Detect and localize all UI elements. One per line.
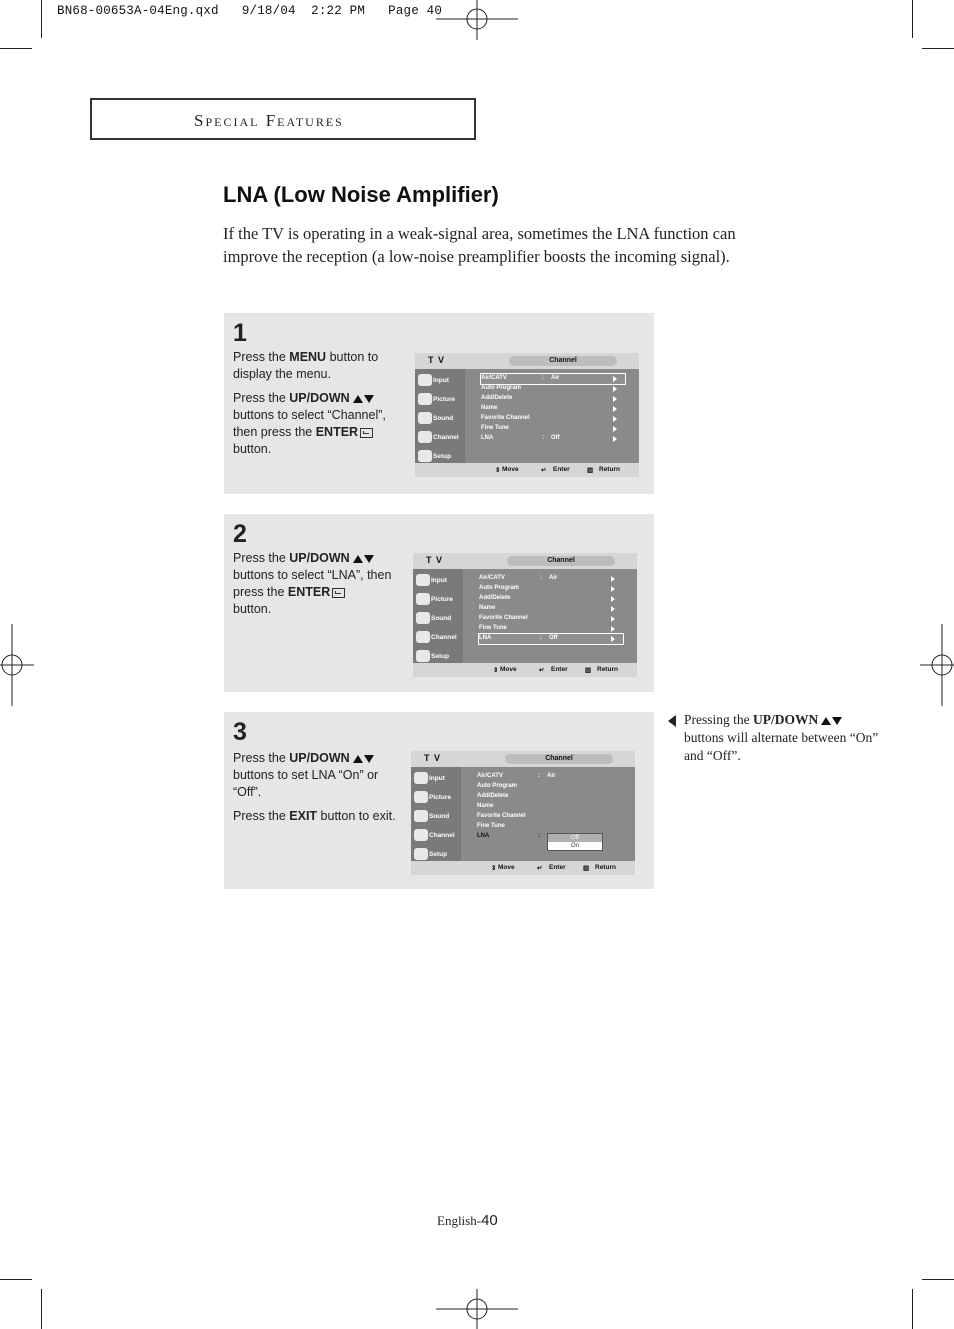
setup-icon bbox=[416, 650, 430, 662]
row-value: Off bbox=[551, 435, 560, 441]
text: Press the bbox=[233, 751, 290, 765]
tv-side-picture bbox=[413, 590, 463, 608]
page-footer bbox=[437, 1212, 498, 1229]
crop-mark bbox=[41, 1289, 42, 1329]
section-title: Special Features bbox=[194, 111, 344, 130]
row-colon: : bbox=[538, 833, 540, 839]
text: buttons will alternate between “On” and “Off”. bbox=[684, 730, 879, 763]
move-icon: ⇕ bbox=[493, 667, 499, 674]
row-colon: : bbox=[540, 635, 542, 641]
tv-row-favorite bbox=[477, 812, 621, 822]
tv-row-auto-program bbox=[481, 384, 625, 394]
text: buttons to select “LNA”, then press the bbox=[233, 568, 392, 599]
updown-key-label: UP/DOWN bbox=[289, 751, 350, 765]
row-name: Favorite Channel bbox=[477, 813, 526, 819]
channel-icon bbox=[414, 829, 428, 841]
side-note bbox=[684, 711, 884, 765]
return-icon: ▥ bbox=[585, 667, 592, 674]
label: Picture bbox=[429, 794, 452, 801]
row-colon: : bbox=[542, 435, 544, 441]
text: button to exit. bbox=[317, 809, 396, 823]
tv-side-input bbox=[415, 371, 465, 389]
footer-enter: Enter bbox=[551, 666, 568, 673]
up-arrow-icon bbox=[353, 555, 363, 563]
tv-row-favorite bbox=[481, 414, 625, 424]
text: button. bbox=[233, 602, 272, 616]
picture-icon bbox=[416, 593, 430, 605]
down-arrow-icon bbox=[364, 755, 374, 763]
tv-header bbox=[415, 353, 639, 369]
row-name: Fine Tune bbox=[479, 625, 507, 631]
return-icon: ▥ bbox=[587, 467, 594, 474]
tv-row-aircatv bbox=[479, 574, 623, 584]
tv-footer bbox=[411, 861, 635, 875]
page-number: 40 bbox=[481, 1212, 498, 1229]
tv-menu-screen bbox=[411, 751, 635, 875]
crop-mark bbox=[912, 0, 913, 38]
label: Setup bbox=[429, 851, 448, 858]
step-paragraph bbox=[233, 550, 405, 618]
right-arrow-icon bbox=[611, 586, 615, 592]
down-arrow-icon bbox=[364, 555, 374, 563]
lna-option-popup bbox=[547, 833, 603, 851]
right-arrow-icon bbox=[611, 596, 615, 602]
text: Pressing the bbox=[684, 712, 753, 727]
registration-mark-top bbox=[436, 0, 518, 40]
step-number: 2 bbox=[233, 520, 247, 548]
tv-side-picture bbox=[415, 390, 465, 408]
setup-icon bbox=[414, 848, 428, 860]
move-icon: ⇕ bbox=[495, 467, 501, 474]
row-name: Name bbox=[477, 803, 494, 809]
label: Input bbox=[429, 775, 445, 782]
step-3-panel bbox=[224, 712, 654, 889]
input-icon bbox=[418, 374, 432, 386]
tv-row-add-delete bbox=[477, 792, 621, 802]
tv-side-channel bbox=[415, 428, 465, 446]
registration-mark-right bbox=[920, 624, 954, 706]
step-2-panel bbox=[224, 514, 654, 692]
right-arrow-icon bbox=[611, 636, 615, 642]
updown-key-label: UP/DOWN bbox=[753, 712, 819, 727]
tv-row-auto-program bbox=[477, 782, 621, 792]
tv-row-name bbox=[481, 404, 625, 414]
up-arrow-icon bbox=[821, 717, 831, 725]
crop-mark bbox=[0, 1279, 32, 1280]
label: Channel bbox=[431, 634, 457, 641]
enter-icon: ↵ bbox=[537, 865, 543, 872]
text: Press the bbox=[233, 809, 290, 823]
step-instructions bbox=[233, 349, 405, 465]
row-value: Air bbox=[547, 773, 556, 779]
updown-key-label: UP/DOWN bbox=[289, 551, 350, 565]
step-instructions bbox=[233, 750, 405, 832]
tv-menu-screen bbox=[415, 353, 639, 477]
tv-row-lna bbox=[481, 434, 625, 444]
sound-icon bbox=[416, 612, 430, 624]
registration-mark-bottom bbox=[436, 1289, 518, 1329]
text: buttons to set LNA “On” or “Off”. bbox=[233, 768, 379, 799]
right-arrow-icon bbox=[613, 376, 617, 382]
picture-icon bbox=[418, 393, 432, 405]
crop-mark bbox=[922, 1279, 954, 1280]
footer-move: Move bbox=[500, 666, 517, 673]
move-icon: ⇕ bbox=[491, 865, 497, 872]
channel-icon bbox=[418, 431, 432, 443]
footer-return: Return bbox=[597, 666, 618, 673]
tv-side-sound bbox=[415, 409, 465, 427]
label: Picture bbox=[431, 596, 454, 603]
tv-sidebar bbox=[413, 569, 463, 663]
right-arrow-icon bbox=[613, 386, 617, 392]
row-name: Favorite Channel bbox=[481, 415, 530, 421]
label: Input bbox=[431, 577, 447, 584]
row-name: Add/Delete bbox=[479, 595, 511, 601]
crop-mark bbox=[0, 48, 32, 49]
text: Press the bbox=[233, 391, 290, 405]
right-arrow-icon bbox=[611, 626, 615, 632]
tv-side-channel bbox=[411, 826, 461, 844]
right-arrow-icon bbox=[613, 416, 617, 422]
tv-side-picture bbox=[411, 788, 461, 806]
right-arrow-icon bbox=[613, 406, 617, 412]
text: button. bbox=[233, 442, 272, 456]
step-paragraph bbox=[233, 349, 405, 383]
row-value: Air bbox=[551, 375, 560, 381]
crop-mark bbox=[41, 0, 42, 38]
footer-return: Return bbox=[599, 466, 620, 473]
row-name: Add/Delete bbox=[481, 395, 513, 401]
text: Press the bbox=[233, 551, 290, 565]
tv-footer bbox=[413, 663, 637, 677]
tv-sidebar bbox=[415, 369, 465, 463]
row-colon: : bbox=[538, 773, 540, 779]
exit-key-label: EXIT bbox=[289, 809, 318, 823]
tv-channel-tab: Channel bbox=[507, 556, 615, 566]
label: Picture bbox=[433, 396, 456, 403]
enter-icon: ↵ bbox=[541, 467, 547, 474]
tv-label: T V bbox=[424, 753, 442, 763]
footer-label: English- bbox=[437, 1213, 482, 1228]
step-paragraph bbox=[233, 750, 405, 801]
row-name: Add/Delete bbox=[477, 793, 509, 799]
tv-row-name bbox=[479, 604, 623, 614]
tv-row-favorite bbox=[479, 614, 623, 624]
right-arrow-icon bbox=[611, 606, 615, 612]
right-arrow-icon bbox=[613, 436, 617, 442]
label: Sound bbox=[433, 415, 454, 422]
tv-row-fine-tune bbox=[477, 822, 621, 832]
tv-row-aircatv bbox=[481, 374, 625, 384]
tv-row-add-delete bbox=[481, 394, 625, 404]
tv-row-name bbox=[477, 802, 621, 812]
tv-footer bbox=[415, 463, 639, 477]
option-on: On bbox=[570, 843, 579, 849]
setup-icon bbox=[418, 450, 432, 462]
tv-header bbox=[411, 751, 635, 767]
right-arrow-icon bbox=[611, 616, 615, 622]
tv-sidebar bbox=[411, 767, 461, 861]
tv-label: T V bbox=[426, 555, 444, 565]
right-arrow-icon bbox=[613, 396, 617, 402]
down-arrow-icon bbox=[364, 395, 374, 403]
text: Press the bbox=[233, 350, 290, 364]
option-off: Off bbox=[548, 834, 602, 842]
right-arrow-icon bbox=[611, 576, 615, 582]
enter-icon bbox=[332, 588, 345, 598]
tv-row-fine-tune bbox=[479, 624, 623, 634]
row-name: Favorite Channel bbox=[479, 615, 528, 621]
tv-channel-tab: Channel bbox=[505, 754, 613, 764]
footer-move: Move bbox=[498, 864, 515, 871]
section-header bbox=[90, 98, 476, 140]
tv-side-channel bbox=[413, 628, 463, 646]
tv-row-add-delete bbox=[479, 594, 623, 604]
row-colon: : bbox=[540, 575, 542, 581]
up-arrow-icon bbox=[353, 755, 363, 763]
enter-key-label: ENTER bbox=[287, 585, 331, 599]
page-title: LNA (Low Noise Amplifier) bbox=[223, 182, 499, 207]
row-name: Air/CATV bbox=[477, 773, 503, 779]
note-pointer-icon bbox=[668, 715, 676, 727]
print-slug: BN68-00653A-04Eng.qxd 9/18/04 2:22 PM Page 40 bbox=[57, 4, 443, 18]
label: Input bbox=[433, 377, 449, 384]
tv-side-sound bbox=[413, 609, 463, 627]
enter-icon bbox=[360, 428, 373, 438]
tv-side-input bbox=[413, 571, 463, 589]
row-name: LNA bbox=[481, 435, 494, 441]
row-value: Air bbox=[549, 575, 558, 581]
label: Setup bbox=[431, 653, 450, 660]
label: Setup bbox=[433, 453, 452, 460]
down-arrow-icon bbox=[832, 717, 842, 725]
tv-row-fine-tune bbox=[481, 424, 625, 434]
step-paragraph bbox=[233, 808, 405, 825]
tv-row-auto-program bbox=[479, 584, 623, 594]
updown-key-label: UP/DOWN bbox=[289, 391, 350, 405]
row-name: Auto Program bbox=[477, 783, 518, 789]
label: Channel bbox=[433, 434, 459, 441]
enter-icon: ↵ bbox=[539, 667, 545, 674]
tv-label: T V bbox=[428, 355, 446, 365]
picture-icon bbox=[414, 791, 428, 803]
menu-key-label: MENU bbox=[289, 350, 327, 364]
row-name: Air/CATV bbox=[481, 375, 507, 381]
tv-row-aircatv bbox=[477, 772, 621, 782]
step-number: 1 bbox=[233, 319, 247, 347]
row-name: Name bbox=[481, 405, 498, 411]
step-1-panel bbox=[224, 313, 654, 494]
enter-key-label: ENTER bbox=[315, 425, 359, 439]
registration-mark-left bbox=[0, 624, 34, 706]
right-arrow-icon bbox=[613, 426, 617, 432]
tv-side-input bbox=[411, 769, 461, 787]
return-icon: ▥ bbox=[583, 865, 590, 872]
up-arrow-icon bbox=[353, 395, 363, 403]
input-icon bbox=[416, 574, 430, 586]
row-name: Air/CATV bbox=[479, 575, 505, 581]
input-icon bbox=[414, 772, 428, 784]
row-name: Name bbox=[479, 605, 496, 611]
step-instructions bbox=[233, 550, 405, 625]
row-name: Auto Program bbox=[481, 385, 522, 391]
text: buttons to select “Channel”, then press the bbox=[233, 408, 386, 439]
crop-mark bbox=[922, 48, 954, 49]
tv-header bbox=[413, 553, 637, 569]
row-name: Auto Program bbox=[479, 585, 520, 591]
channel-icon bbox=[416, 631, 430, 643]
row-name: LNA bbox=[479, 635, 492, 641]
footer-return: Return bbox=[595, 864, 616, 871]
tv-channel-tab: Channel bbox=[509, 356, 617, 366]
row-name: Fine Tune bbox=[481, 425, 509, 431]
footer-enter: Enter bbox=[549, 864, 566, 871]
label: Sound bbox=[431, 615, 452, 622]
row-name: LNA bbox=[477, 833, 490, 839]
tv-menu-screen bbox=[413, 553, 637, 677]
step-paragraph bbox=[233, 390, 405, 458]
sound-icon bbox=[414, 810, 428, 822]
step-number: 3 bbox=[233, 718, 247, 746]
text: button to display the menu. bbox=[233, 350, 379, 381]
tv-side-sound bbox=[411, 807, 461, 825]
label: Sound bbox=[429, 813, 450, 820]
row-value: Off bbox=[549, 635, 558, 641]
sound-icon bbox=[418, 412, 432, 424]
footer-enter: Enter bbox=[553, 466, 570, 473]
footer-move: Move bbox=[502, 466, 519, 473]
label: Channel bbox=[429, 832, 455, 839]
tv-row-lna bbox=[479, 634, 623, 644]
row-colon: : bbox=[542, 375, 544, 381]
crop-mark bbox=[912, 1289, 913, 1329]
intro-paragraph: If the TV is operating in a weak-signal area, sometimes the LNA function can improve the reception (a low-noise preamplifier boosts the incoming signal). bbox=[223, 224, 736, 266]
row-name: Fine Tune bbox=[477, 823, 505, 829]
